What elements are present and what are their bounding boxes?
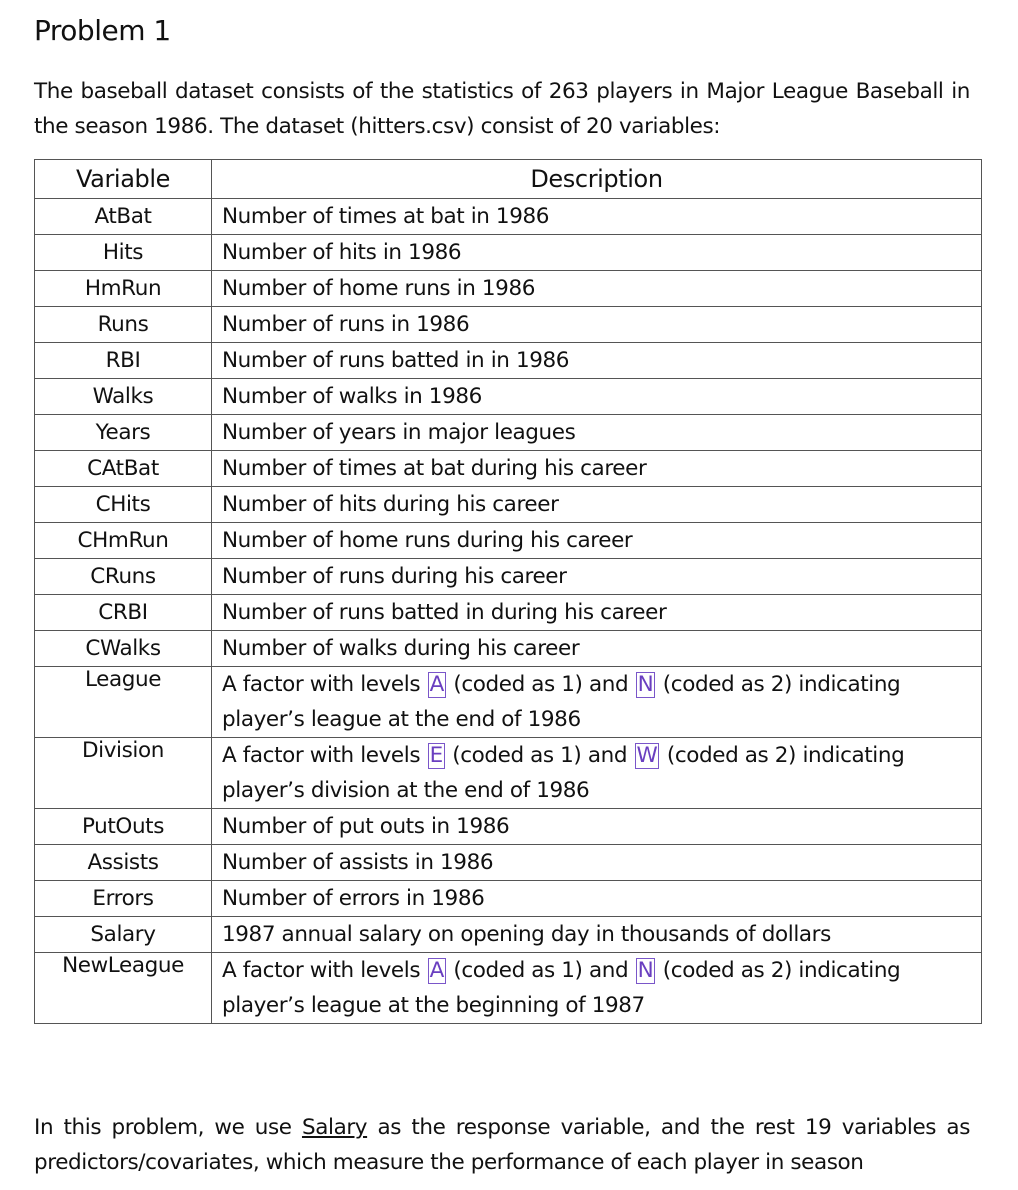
variable-name: CWalks <box>35 631 212 667</box>
variable-description: Number of put outs in 1986 <box>212 809 982 845</box>
variable-description: 1987 annual salary on opening day in thousands of dollars <box>212 917 982 953</box>
factor-text-post: (coded as 2) indicating player’s division at the end of 1986 <box>222 743 905 803</box>
table-header-row <box>35 160 982 199</box>
variable-name: CHmRun <box>35 523 212 559</box>
variable-description: Number of runs batted in in 1986 <box>212 343 982 379</box>
variable-description <box>212 667 982 738</box>
factor-text-mid: (coded as 1) and <box>453 672 629 697</box>
table-row <box>35 199 982 235</box>
variable-name: CAtBat <box>35 451 212 487</box>
table-row <box>35 917 982 953</box>
intro-paragraph: The baseball dataset consists of the statistics of 263 players in Major League Baseball in the season 1986. The dataset (hitters.csv) consist of 20 variables: <box>34 79 970 139</box>
variable-name: Years <box>35 415 212 451</box>
table-row <box>35 809 982 845</box>
variable-name: AtBat <box>35 199 212 235</box>
table-row <box>35 667 982 738</box>
header-description: Description <box>212 160 982 199</box>
variable-name: Hits <box>35 235 212 271</box>
variable-description <box>212 953 982 1024</box>
salary-underlined: Salary <box>301 1115 368 1140</box>
header-variable: Variable <box>35 160 212 199</box>
factor-text-post: (coded as 2) indicating player’s league at the beginning of 1987 <box>222 958 901 1018</box>
variable-name: Salary <box>35 917 212 953</box>
problem-title: Problem 1 <box>34 14 171 47</box>
variable-name: CRBI <box>35 595 212 631</box>
variable-description: Number of runs in 1986 <box>212 307 982 343</box>
variable-name: Division <box>35 738 212 809</box>
table-row <box>35 271 982 307</box>
factor-text-pre: A factor with levels <box>222 672 421 697</box>
table-row <box>35 845 982 881</box>
variable-name: NewLeague <box>35 953 212 1024</box>
table-row <box>35 451 982 487</box>
factor-text-mid: (coded as 1) and <box>452 743 628 768</box>
factor-text-pre: A factor with levels <box>222 743 421 768</box>
variable-description: Number of walks during his career <box>212 631 982 667</box>
variable-description: Number of runs during his career <box>212 559 982 595</box>
variable-description: Number of runs batted in during his career <box>212 595 982 631</box>
variable-description: Number of home runs in 1986 <box>212 271 982 307</box>
variable-name: PutOuts <box>35 809 212 845</box>
factor-text-post: (coded as 2) indicating player’s league at the end of 1986 <box>222 672 901 732</box>
table-row <box>35 595 982 631</box>
factor-text-pre: A factor with levels <box>222 958 421 983</box>
table-row <box>35 415 982 451</box>
table-row <box>35 307 982 343</box>
variable-name: RBI <box>35 343 212 379</box>
outro-text-post: as the response variable, and the rest 19 variables as predictors/covariates, which measure the performance of each player in season <box>34 1115 971 1175</box>
variable-name: CRuns <box>35 559 212 595</box>
table-row <box>35 523 982 559</box>
variable-description: Number of years in major leagues <box>212 415 982 451</box>
table-row <box>35 379 982 415</box>
table-row <box>35 953 982 1024</box>
table-row <box>35 235 982 271</box>
variable-name: League <box>35 667 212 738</box>
variable-description: Number of home runs during his career <box>212 523 982 559</box>
factor-level-box: A <box>429 672 444 697</box>
variable-description <box>212 738 982 809</box>
table-row <box>35 738 982 809</box>
variable-description: Number of assists in 1986 <box>212 845 982 881</box>
variable-description: Number of times at bat during his career <box>212 451 982 487</box>
table-body <box>35 199 982 1024</box>
factor-level-box: N <box>637 958 654 983</box>
variable-name: HmRun <box>35 271 212 307</box>
table-row <box>35 343 982 379</box>
variable-name: Runs <box>35 307 212 343</box>
variables-table <box>34 159 982 1024</box>
variable-name: Assists <box>35 845 212 881</box>
table-row <box>35 631 982 667</box>
table-row <box>35 487 982 523</box>
variable-description: Number of hits in 1986 <box>212 235 982 271</box>
variable-name: CHits <box>35 487 212 523</box>
outro-text-pre: In this problem, we use <box>34 1115 292 1140</box>
factor-level-box: N <box>637 672 654 697</box>
outro-paragraph <box>34 1110 970 1180</box>
factor-level-box: A <box>429 958 444 983</box>
variable-description: Number of errors in 1986 <box>212 881 982 917</box>
variable-name: Errors <box>35 881 212 917</box>
table-row <box>35 559 982 595</box>
factor-level-box: W <box>636 743 658 768</box>
variable-name: Walks <box>35 379 212 415</box>
variable-description: Number of walks in 1986 <box>212 379 982 415</box>
table-row <box>35 881 982 917</box>
factor-text-mid: (coded as 1) and <box>453 958 629 983</box>
variable-description: Number of times at bat in 1986 <box>212 199 982 235</box>
variable-description: Number of hits during his career <box>212 487 982 523</box>
factor-level-box: E <box>429 743 443 768</box>
